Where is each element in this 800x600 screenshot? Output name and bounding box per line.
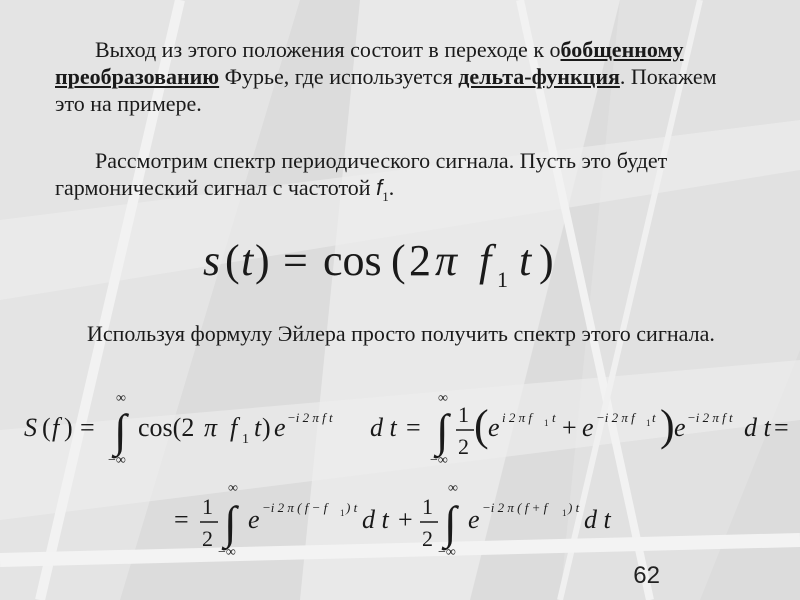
- svg-text:f: f: [52, 413, 60, 442]
- svg-text:π: π: [435, 236, 458, 285]
- p3-text: Используя формулу Эйлера просто получить спектр этого сигнала.: [87, 321, 715, 346]
- svg-text:−i 2 π f t: −i 2 π f t: [687, 410, 733, 425]
- p1-text-before: Выход из этого положения состоит в переходе к о: [95, 37, 561, 62]
- svg-text:1: 1: [340, 508, 345, 518]
- svg-text:1: 1: [497, 267, 508, 292]
- svg-text:−i 2 π f t: −i 2 π f t: [287, 410, 333, 425]
- paragraph-periodic-signal: [55, 147, 745, 210]
- svg-text:t: t: [241, 236, 254, 285]
- frequency-f: f: [376, 175, 383, 200]
- p1-text-after: . Покажем это на примере.: [55, 64, 717, 116]
- svg-text:cos(2: cos(2: [138, 413, 195, 442]
- svg-text:2: 2: [458, 434, 469, 459]
- svg-text:1: 1: [202, 494, 213, 519]
- svg-text:∞: ∞: [438, 391, 448, 406]
- svg-text:s: s: [203, 236, 221, 285]
- paragraph-euler: [47, 320, 767, 347]
- p2-text: Рассмотрим спектр периодического сигнала. Пусть это будет гармонический сигнал с частотой: [55, 148, 668, 200]
- svg-text:∞: ∞: [116, 391, 126, 406]
- svg-text:t: t: [652, 410, 656, 425]
- svg-text:d t: d t: [370, 413, 397, 442]
- frequency-subscript: 1: [382, 189, 389, 204]
- generalized-fourier-link[interactable]: бобщенному преобразованию: [55, 37, 684, 89]
- svg-text:1: 1: [458, 402, 469, 427]
- svg-text:e: e: [248, 505, 260, 534]
- equation-spectrum: [22, 388, 792, 470]
- svg-text:=: =: [174, 505, 189, 534]
- svg-text:): ): [660, 401, 675, 450]
- svg-text:=: =: [774, 413, 789, 442]
- equation-signal: [195, 225, 595, 295]
- svg-text:∫: ∫: [436, 405, 449, 456]
- svg-text:−i 2 π f: −i 2 π f: [596, 410, 635, 425]
- svg-text:+: +: [398, 505, 413, 534]
- svg-text:1: 1: [544, 418, 549, 428]
- svg-text:i 2 π f: i 2 π f: [502, 410, 532, 425]
- svg-text:) t: ) t: [346, 500, 358, 515]
- svg-text:∫: ∫: [444, 497, 457, 548]
- p1-text-mid: Фурье, где используется: [219, 64, 459, 89]
- svg-text:(: (: [225, 236, 240, 285]
- svg-text:): ): [64, 413, 73, 442]
- p2-end: .: [388, 175, 395, 200]
- svg-text:2: 2: [202, 526, 213, 551]
- svg-text:e: e: [488, 413, 500, 442]
- svg-text:∞: ∞: [228, 481, 238, 496]
- delta-function-link[interactable]: дельта-функция: [458, 64, 620, 89]
- svg-text:d t: d t: [744, 413, 771, 442]
- svg-text:∫: ∫: [224, 497, 237, 548]
- svg-text:−∞: −∞: [108, 453, 126, 468]
- svg-text:t: t: [254, 413, 262, 442]
- frequency-symbol: [376, 175, 389, 204]
- svg-text:=: =: [406, 413, 421, 442]
- svg-text:e: e: [274, 413, 286, 442]
- svg-text:−∞: −∞: [218, 545, 236, 560]
- svg-text:): ): [539, 236, 554, 285]
- svg-text:∞: ∞: [448, 481, 458, 496]
- svg-text:f: f: [230, 413, 238, 442]
- svg-text:−i 2 π ( f − f: −i 2 π ( f − f: [262, 500, 328, 515]
- svg-text:e: e: [582, 413, 594, 442]
- svg-text:d t: d t: [362, 505, 389, 534]
- svg-text:=: =: [80, 413, 95, 442]
- svg-text:1: 1: [646, 418, 651, 428]
- svg-text:1: 1: [242, 432, 249, 447]
- svg-text:S: S: [24, 413, 37, 442]
- svg-text:e: e: [674, 413, 686, 442]
- svg-text:): ): [262, 413, 271, 442]
- svg-text:∫: ∫: [114, 405, 127, 456]
- svg-text:π: π: [204, 413, 218, 442]
- svg-text:f: f: [479, 236, 492, 285]
- svg-text:e: e: [468, 505, 480, 534]
- svg-text:(: (: [42, 413, 51, 442]
- svg-text:=: =: [283, 236, 308, 285]
- svg-text:2: 2: [409, 236, 431, 285]
- svg-text:+: +: [562, 413, 577, 442]
- svg-text:−∞: −∞: [430, 453, 448, 468]
- svg-text:1: 1: [422, 494, 433, 519]
- page-number: 62: [633, 562, 660, 589]
- equation-delta-result: [172, 478, 632, 560]
- svg-text:cos: cos: [323, 236, 382, 285]
- svg-text:1: 1: [562, 508, 567, 518]
- svg-text:−i 2 π ( f + f: −i 2 π ( f + f: [482, 500, 548, 515]
- svg-text:t: t: [519, 236, 532, 285]
- svg-text:(: (: [391, 236, 406, 285]
- svg-text:d t: d t: [584, 505, 611, 534]
- svg-text:t: t: [552, 410, 556, 425]
- svg-text:) t: ) t: [568, 500, 580, 515]
- svg-text:2: 2: [422, 526, 433, 551]
- svg-text:−∞: −∞: [438, 545, 456, 560]
- svg-text:): ): [255, 236, 270, 285]
- svg-text:(: (: [474, 401, 489, 450]
- paragraph-intro: [55, 36, 745, 117]
